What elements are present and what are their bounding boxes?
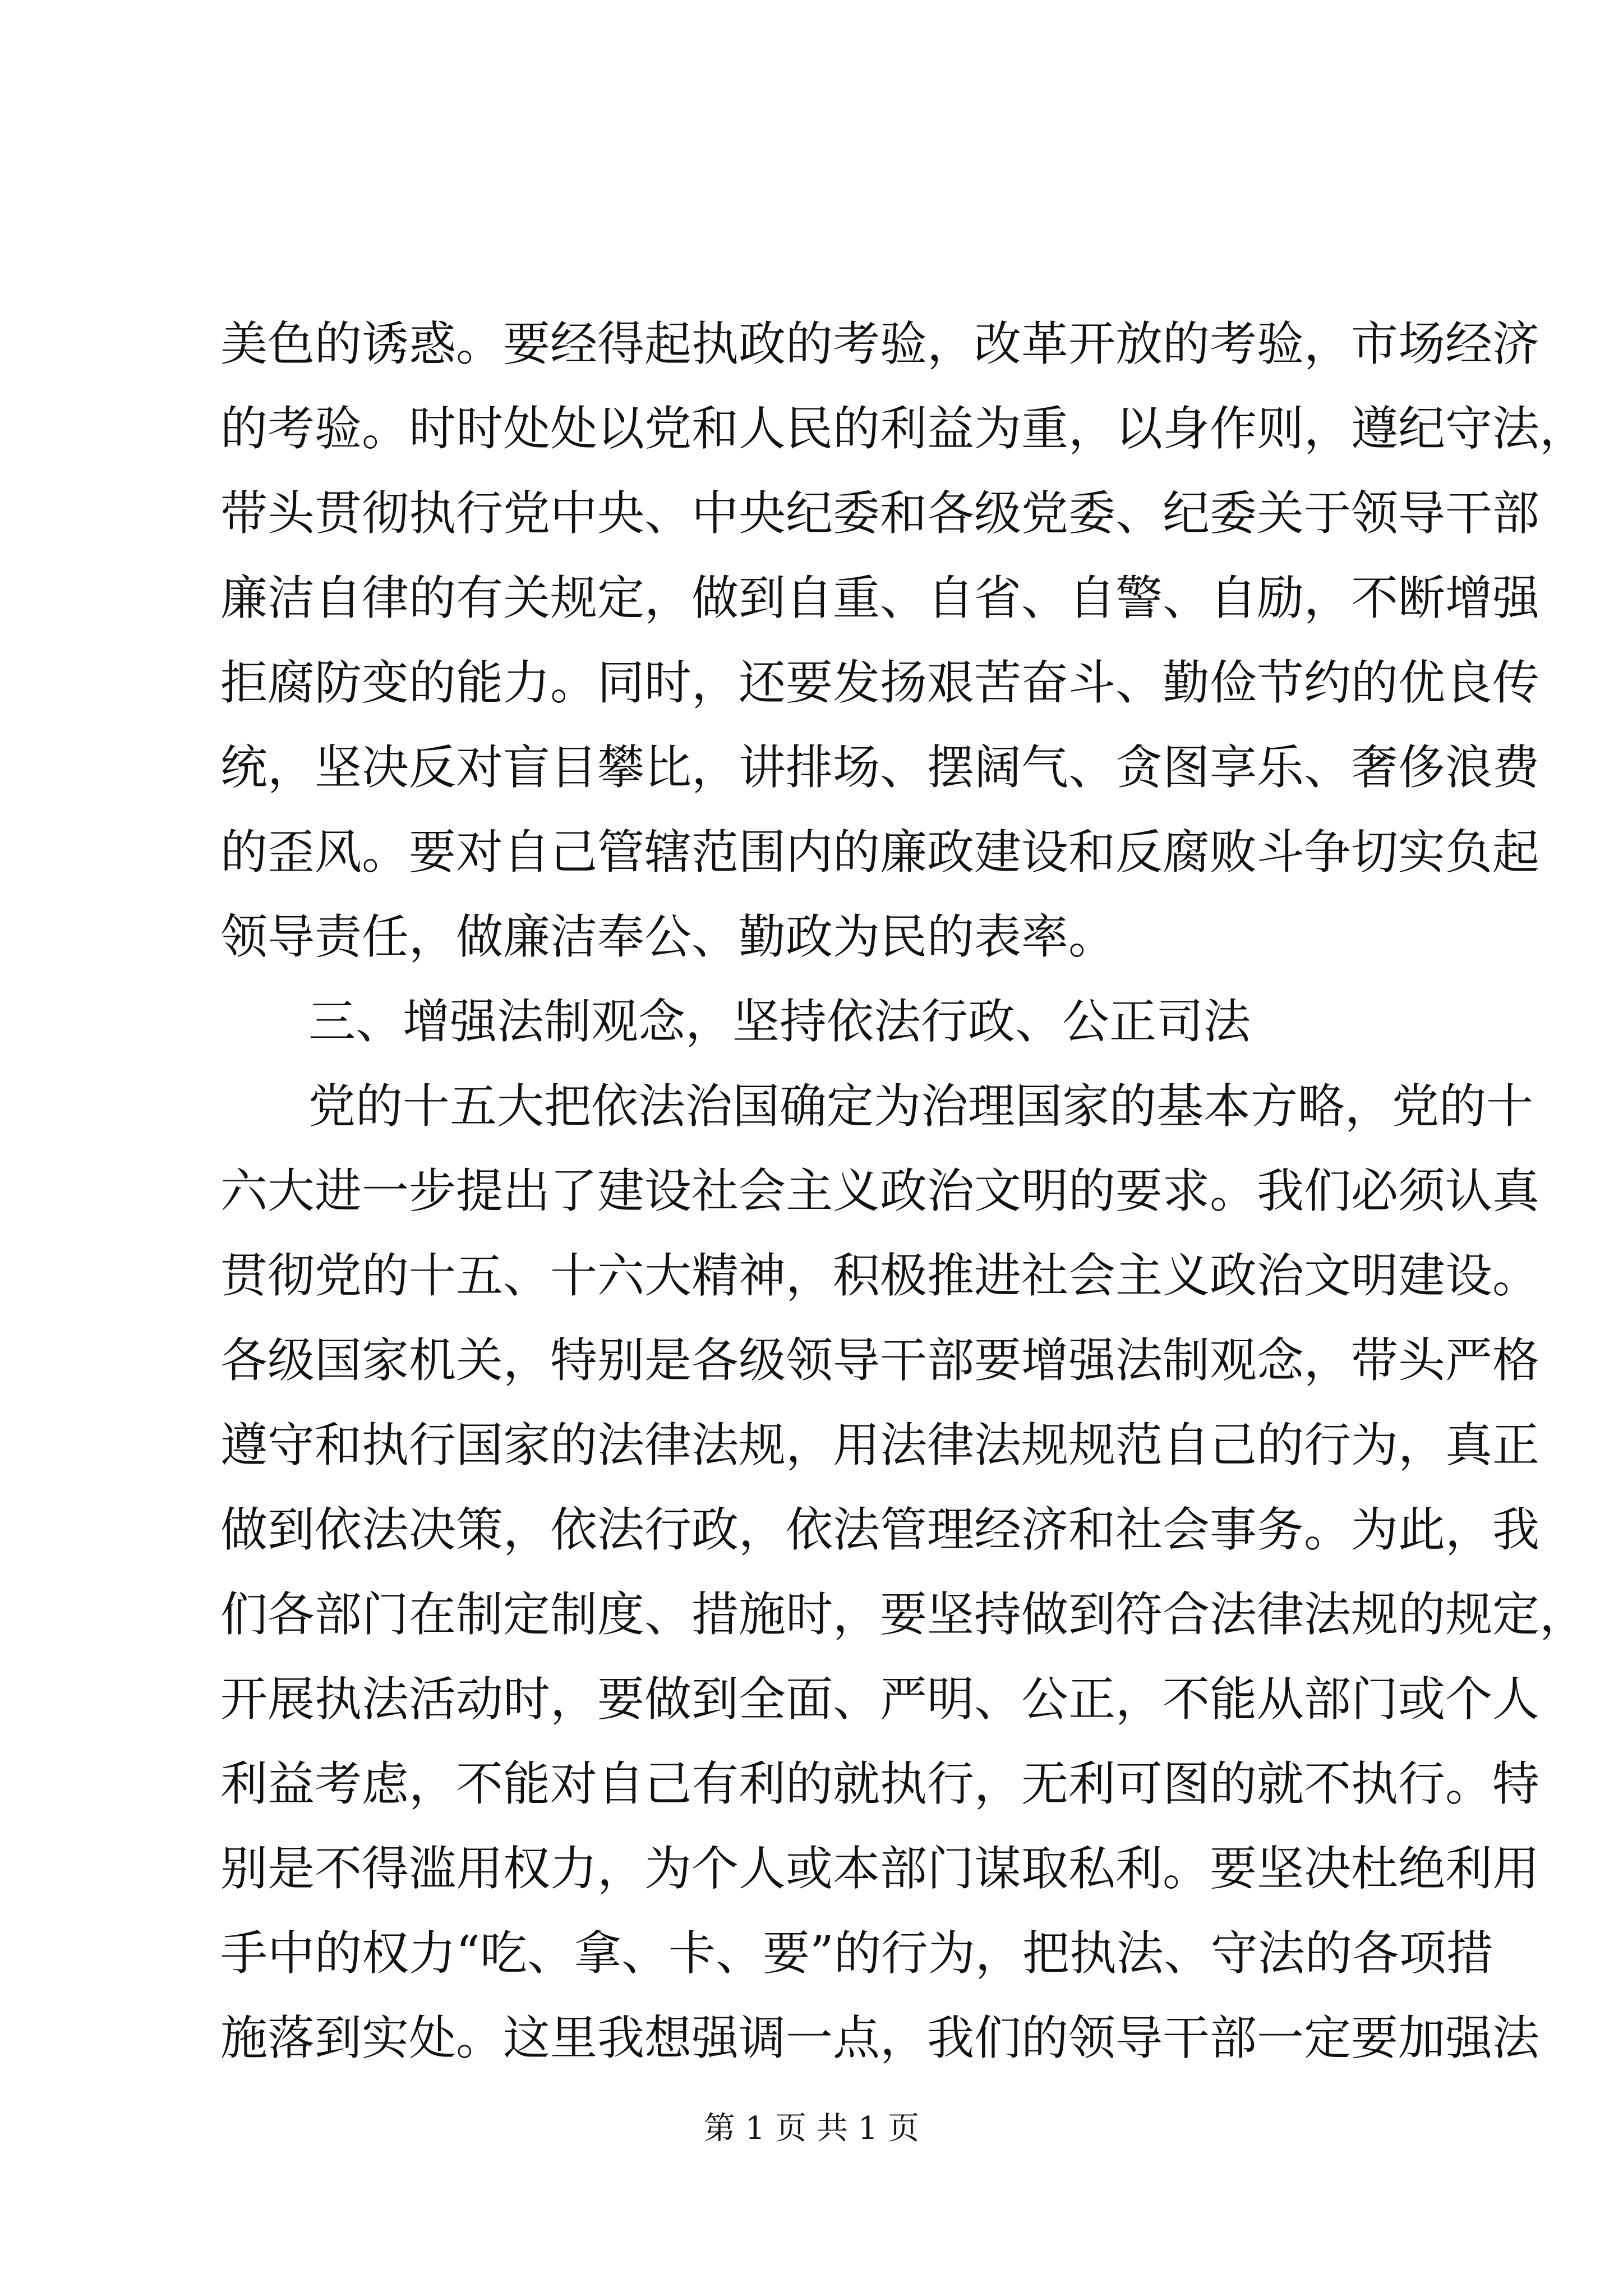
text-line: 美色的诱惑。要经得起执政的考验，改革开放的考验，市场经济 (220, 316, 1540, 371)
text-line: 手中的权力“吃、拿、卡、要”的行为，把执法、守法的各项措 (220, 1926, 1493, 1981)
text-line: 做到依法决策，依法行政，依法管理经济和社会事务。为此，我 (220, 1502, 1540, 1557)
text-line: 的歪风。要对自己管辖范围内的廉政建设和反腐败斗争切实负起 (220, 825, 1540, 880)
paragraph-first-line: 党的十五大把依法治国确定为治理国家的基本方略，党的十 (308, 1079, 1534, 1134)
text-line: 利益考虑，不能对自己有利的就执行，无利可图的就不执行。特 (220, 1756, 1540, 1811)
text-line: 带头贯彻执行党中央、中央纪委和各级党委、纪委关于领导干部 (220, 486, 1540, 541)
text-line: 拒腐防变的能力。同时，还要发扬艰苦奋斗、勤俭节约的优良传 (220, 655, 1540, 710)
page-footer: 第 1 页 共 1 页 (703, 2110, 920, 2147)
text-line: 别是不得滥用权力，为个人或本部门谋取私利。要坚决杜绝利用 (220, 1841, 1540, 1896)
text-line: 统，坚决反对盲目攀比，讲排场、摆阔气、贪图享乐、奢侈浪费 (220, 740, 1540, 795)
text-line: 们各部门在制定制度、措施时，要坚持做到符合法律法规的规定， (220, 1587, 1587, 1642)
text-line: 六大进一步提出了建设社会主义政治文明的要求。我们必须认真 (220, 1163, 1540, 1218)
section-heading: 三、增强法制观念，坚持依法行政、公正司法 (308, 994, 1251, 1049)
text-line: 施落到实处。这里我想强调一点，我们的领导干部一定要加强法 (220, 2010, 1540, 2065)
text-line: 的考验。时时处处以党和人民的利益为重，以身作则，遵纪守法， (220, 401, 1587, 456)
text-line: 贯彻党的十五、十六大精神，积极推进社会主义政治文明建设。 (220, 1248, 1540, 1303)
text-line: 遵守和执行国家的法律法规，用法律法规规范自己的行为，真正 (220, 1418, 1540, 1473)
text-line: 开展执法活动时，要做到全面、严明、公正，不能从部门或个人 (220, 1672, 1540, 1727)
text-line: 廉洁自律的有关规定，做到自重、自省、自警、自励，不断增强 (220, 570, 1540, 625)
text-line: 领导责任，做廉洁奉公、勤政为民的表率。 (220, 909, 1116, 964)
text-line: 各级国家机关，特别是各级领导干部要增强法制观念，带头严格 (220, 1333, 1540, 1388)
